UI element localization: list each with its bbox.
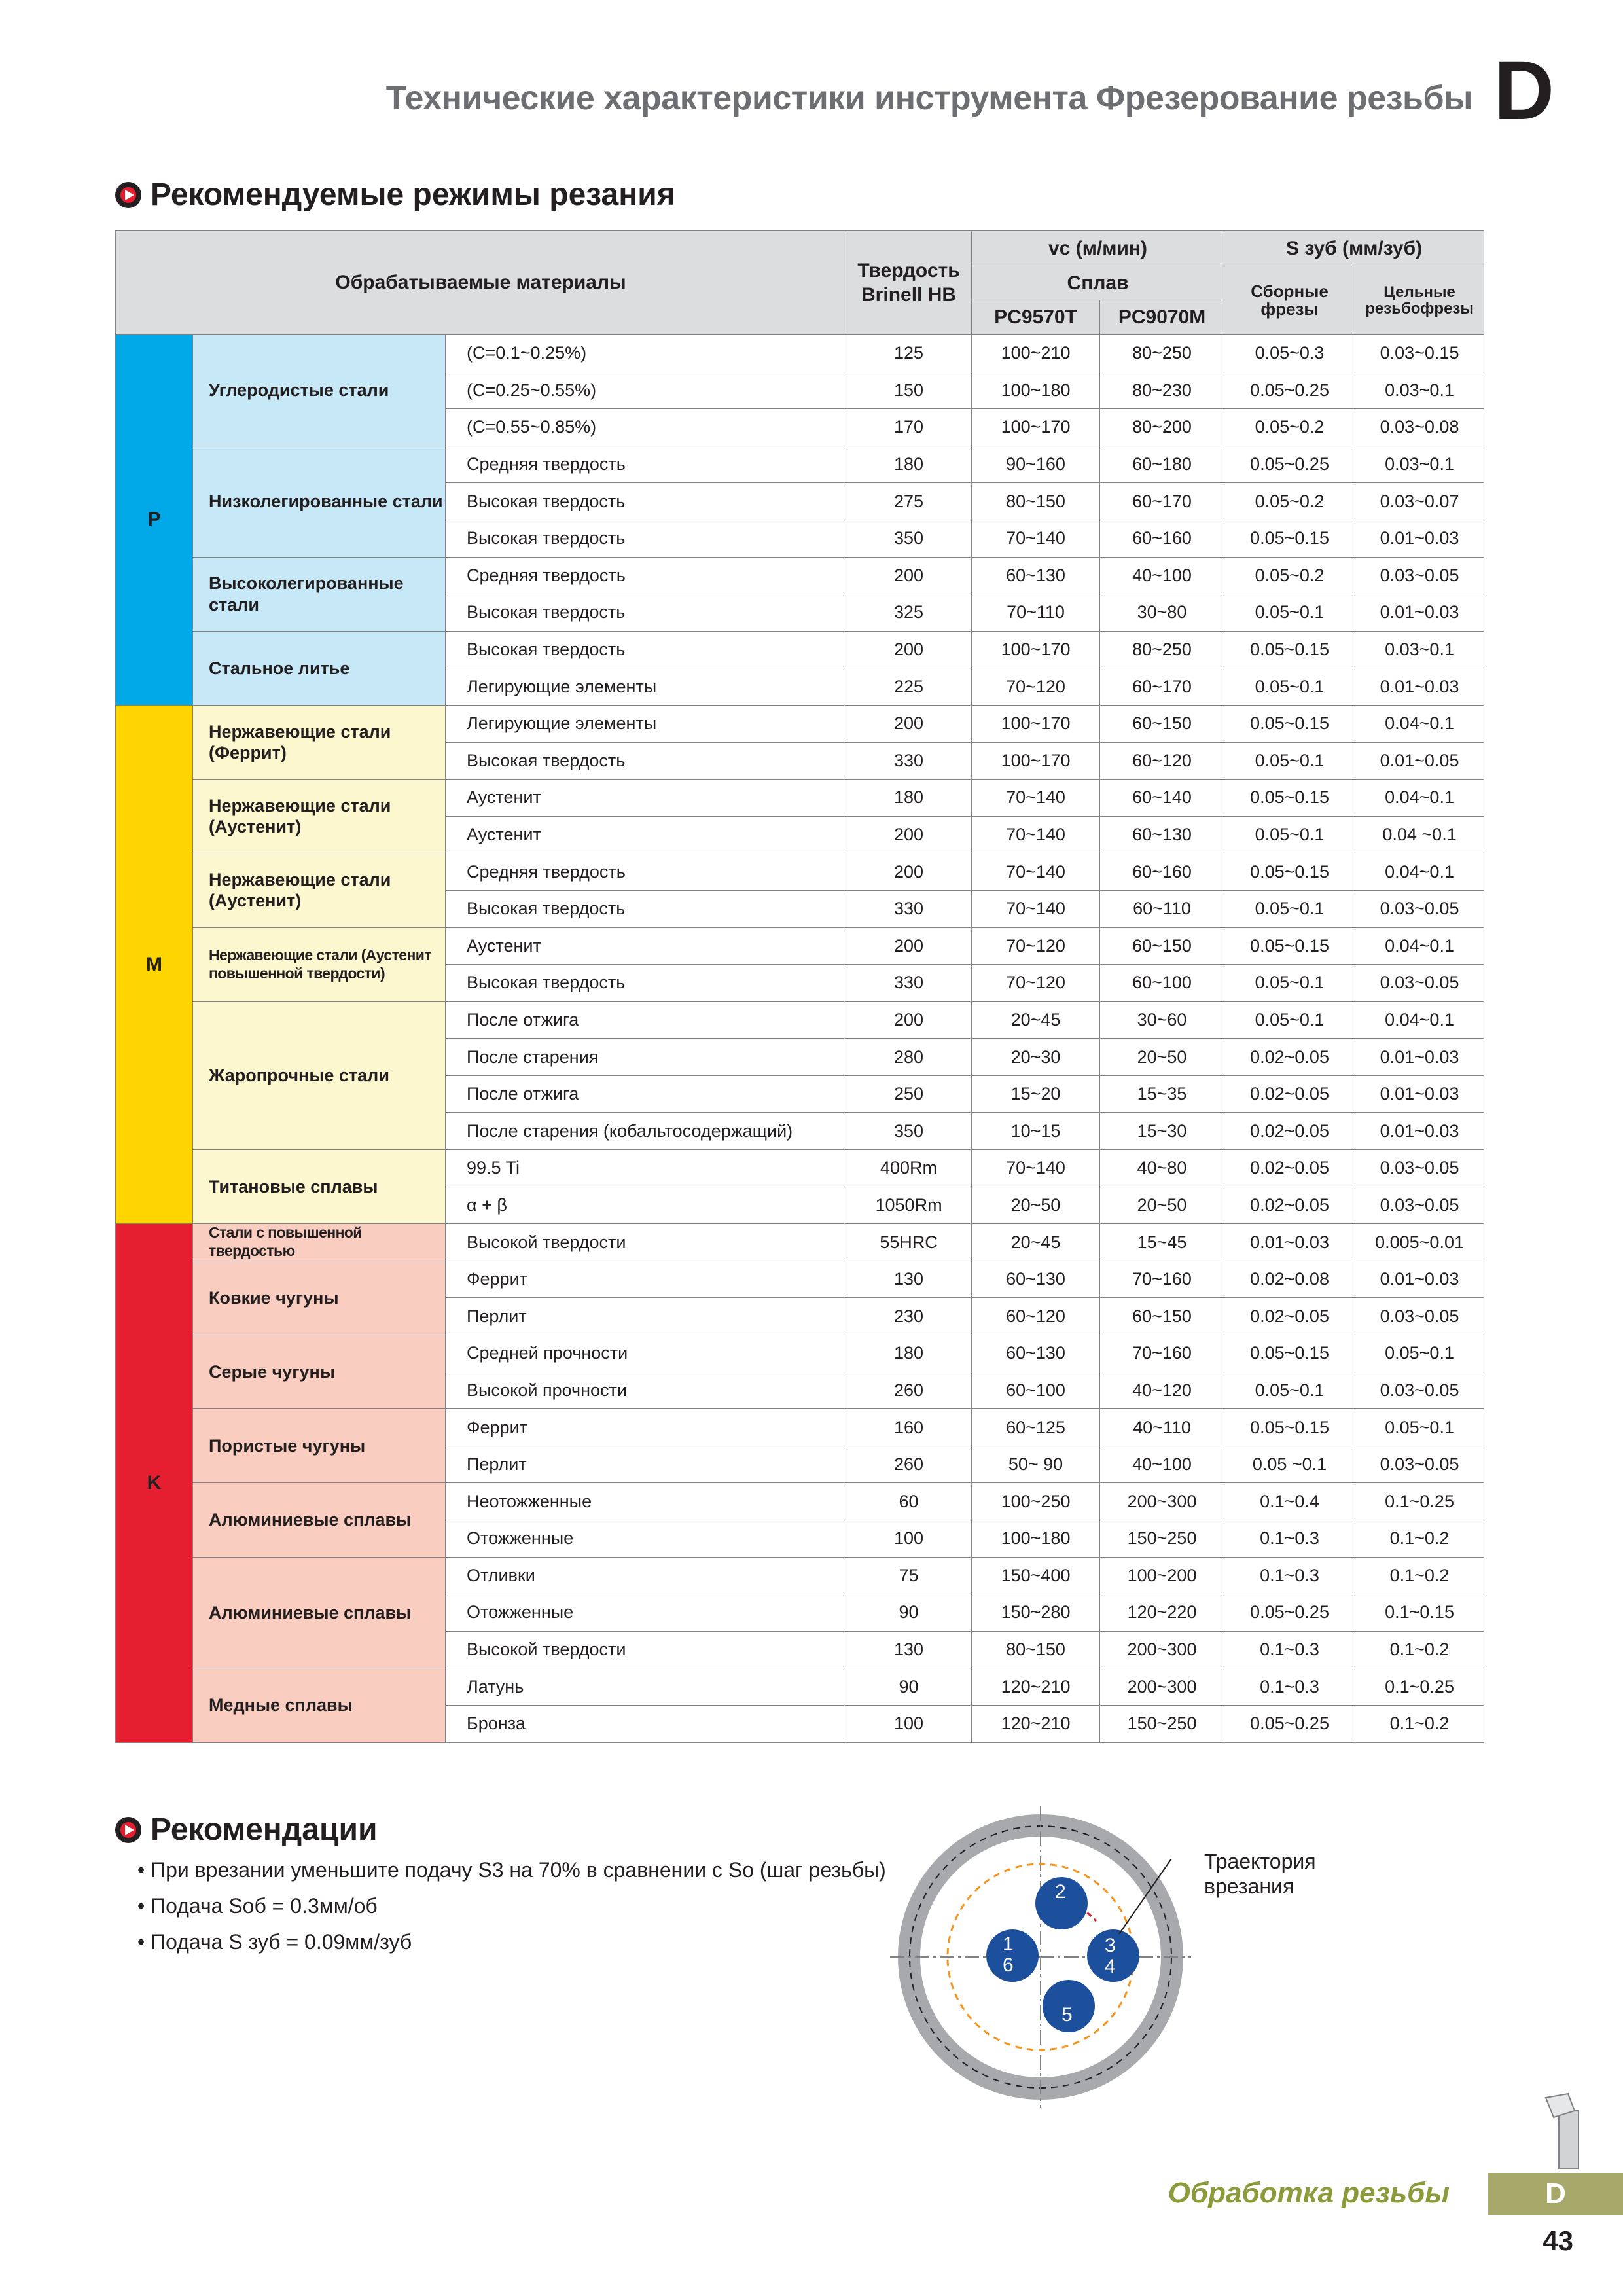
header-pc9070m: PC9070M	[1100, 300, 1224, 335]
position-label-3: 3	[1105, 1935, 1116, 1956]
sz-assembled-cell: 0.05~0.3	[1224, 335, 1355, 372]
vc-pc9070m-cell: 60~110	[1100, 890, 1224, 927]
sz-assembled-cell: 0.02~0.05	[1224, 1150, 1355, 1187]
sz-solid-cell: 0.03~0.1	[1355, 372, 1484, 409]
hardness-cell: 160	[846, 1409, 972, 1446]
vc-pc9070m-cell: 100~200	[1100, 1557, 1224, 1594]
vc-pc9570t-cell: 100~170	[972, 631, 1100, 668]
condition-cell: Отожженные	[446, 1594, 846, 1632]
table-row	[116, 927, 1484, 965]
sz-solid-cell: 0.04~0.1	[1355, 780, 1484, 817]
position-label-2: 2	[1055, 1881, 1066, 1903]
hardness-cell: 200	[846, 557, 972, 594]
vc-pc9070m-cell: 60~180	[1100, 446, 1224, 483]
sz-solid-cell: 0.01~0.03	[1355, 1039, 1484, 1076]
header-alloy: Сплав	[972, 266, 1224, 300]
condition-cell: Высокой прочности	[446, 1372, 846, 1409]
trajectory-label: Траектория врезания	[1204, 1850, 1316, 1898]
hardness-cell: 55HRC	[846, 1224, 972, 1261]
sz-solid-cell: 0.01~0.03	[1355, 1113, 1484, 1150]
sz-solid-cell: 0.03~0.05	[1355, 1187, 1484, 1224]
vc-pc9070m-cell: 40~80	[1100, 1150, 1224, 1187]
vc-pc9070m-cell: 30~60	[1100, 1001, 1224, 1039]
condition-cell: Высокой твердости	[446, 1631, 846, 1668]
sz-solid-cell: 0.03~0.07	[1355, 483, 1484, 520]
vc-pc9070m-cell: 15~35	[1100, 1075, 1224, 1113]
sz-assembled-cell: 0.05~0.25	[1224, 1705, 1355, 1742]
material-name-cell: Углеродистые стали	[193, 335, 446, 446]
vc-pc9570t-cell: 20~30	[972, 1039, 1100, 1076]
vc-pc9070m-cell: 150~250	[1100, 1705, 1224, 1742]
hardness-cell: 200	[846, 1001, 972, 1039]
position-label-1: 1	[1003, 1933, 1014, 1955]
condition-cell: Аустенит	[446, 927, 846, 965]
condition-cell: (C=0.1~0.25%)	[446, 335, 846, 372]
vc-pc9070m-cell: 60~140	[1100, 780, 1224, 817]
condition-cell: Высокая твердость	[446, 483, 846, 520]
material-name-cell: Жаропрочные стали	[193, 1001, 446, 1149]
sz-assembled-cell: 0.1~0.3	[1224, 1631, 1355, 1668]
sz-assembled-cell: 0.05~0.15	[1224, 1409, 1355, 1446]
hardness-cell: 180	[846, 1335, 972, 1372]
hardness-cell: 200	[846, 927, 972, 965]
condition-cell: Отливки	[446, 1557, 846, 1594]
position-label-5: 5	[1061, 2004, 1073, 2026]
sz-assembled-cell: 0.05~0.2	[1224, 409, 1355, 446]
hardness-cell: 400Rm	[846, 1150, 972, 1187]
material-name-cell: Серые чугуны	[193, 1335, 446, 1409]
vc-pc9570t-cell: 10~15	[972, 1113, 1100, 1150]
sz-solid-cell: 0.04 ~0.1	[1355, 816, 1484, 853]
condition-cell: Высокой твердости	[446, 1224, 846, 1261]
sz-assembled-cell: 0.05~0.15	[1224, 520, 1355, 557]
table-row	[116, 1335, 1484, 1372]
hardness-cell: 325	[846, 594, 972, 632]
condition-cell: Высокая твердость	[446, 631, 846, 668]
condition-cell: Перлит	[446, 1298, 846, 1335]
condition-cell: Отожженные	[446, 1520, 846, 1558]
sz-assembled-cell: 0.05~0.15	[1224, 705, 1355, 742]
sz-solid-cell: 0.1~0.2	[1355, 1631, 1484, 1668]
sz-assembled-cell: 0.05~0.15	[1224, 927, 1355, 965]
sz-solid-cell: 0.03~0.05	[1355, 1446, 1484, 1483]
vc-pc9570t-cell: 80~150	[972, 1631, 1100, 1668]
hardness-cell: 230	[846, 1298, 972, 1335]
vc-pc9570t-cell: 150~400	[972, 1557, 1100, 1594]
condition-cell: (C=0.55~0.85%)	[446, 409, 846, 446]
header-vc: vc (м/мин)	[972, 231, 1224, 266]
vc-pc9570t-cell: 70~140	[972, 520, 1100, 557]
sz-assembled-cell: 0.05~0.25	[1224, 1594, 1355, 1632]
hardness-cell: 280	[846, 1039, 972, 1076]
vc-pc9070m-cell: 60~100	[1100, 965, 1224, 1002]
section-heading-cutting-modes	[115, 177, 675, 213]
condition-cell: После отжига	[446, 1001, 846, 1039]
table-row	[116, 1150, 1484, 1187]
material-name-cell: Титановые сплавы	[193, 1150, 446, 1224]
sz-assembled-cell: 0.05~0.1	[1224, 890, 1355, 927]
condition-cell: После старения	[446, 1039, 846, 1076]
sz-assembled-cell: 0.05~0.15	[1224, 780, 1355, 817]
footer-tab: D	[1488, 2173, 1623, 2215]
vc-pc9070m-cell: 40~110	[1100, 1409, 1224, 1446]
hardness-cell: 200	[846, 853, 972, 891]
sz-assembled-cell: 0.05~0.15	[1224, 631, 1355, 668]
table-row	[116, 1668, 1484, 1706]
sz-assembled-cell: 0.1~0.3	[1224, 1668, 1355, 1706]
sz-assembled-cell: 0.05~0.2	[1224, 483, 1355, 520]
vc-pc9070m-cell: 30~80	[1100, 594, 1224, 632]
vc-pc9070m-cell: 70~160	[1100, 1261, 1224, 1298]
recommendation-item: • Подача S зуб = 0.09мм/зуб	[137, 1924, 886, 1960]
vc-pc9570t-cell: 100~180	[972, 372, 1100, 409]
hardness-cell: 75	[846, 1557, 972, 1594]
vc-pc9070m-cell: 150~250	[1100, 1520, 1224, 1558]
header-assembled: Сборные фрезы	[1224, 266, 1355, 335]
vc-pc9070m-cell: 80~200	[1100, 409, 1224, 446]
vc-pc9070m-cell: 15~30	[1100, 1113, 1224, 1150]
sz-assembled-cell: 0.05~0.15	[1224, 853, 1355, 891]
vc-pc9570t-cell: 60~125	[972, 1409, 1100, 1446]
sz-solid-cell: 0.04~0.1	[1355, 1001, 1484, 1039]
vc-pc9570t-cell: 150~280	[972, 1594, 1100, 1632]
sz-solid-cell: 0.03~0.05	[1355, 1150, 1484, 1187]
vc-pc9070m-cell: 80~230	[1100, 372, 1224, 409]
hardness-cell: 330	[846, 890, 972, 927]
hardness-cell: 100	[846, 1520, 972, 1558]
vc-pc9570t-cell: 70~140	[972, 816, 1100, 853]
cutting-modes-table	[115, 230, 1484, 1743]
sz-solid-cell: 0.03~0.15	[1355, 335, 1484, 372]
sz-assembled-cell: 0.02~0.05	[1224, 1075, 1355, 1113]
condition-cell: Перлит	[446, 1446, 846, 1483]
hardness-cell: 130	[846, 1631, 972, 1668]
vc-pc9570t-cell: 70~140	[972, 853, 1100, 891]
condition-cell: α + β	[446, 1187, 846, 1224]
table-row	[116, 1409, 1484, 1446]
vc-pc9570t-cell: 120~210	[972, 1705, 1100, 1742]
table-row	[116, 1001, 1484, 1039]
vc-pc9070m-cell: 40~100	[1100, 557, 1224, 594]
material-group-cell: K	[116, 1224, 193, 1742]
vc-pc9570t-cell: 70~120	[972, 668, 1100, 706]
hardness-cell: 260	[846, 1372, 972, 1409]
vc-pc9570t-cell: 15~20	[972, 1075, 1100, 1113]
condition-cell: Легирующие элементы	[446, 705, 846, 742]
section-heading-recommendations	[115, 1812, 377, 1848]
vc-pc9570t-cell: 20~45	[972, 1001, 1100, 1039]
arrow-bullet-icon	[115, 182, 141, 208]
header-hardness: Твердость Brinell HB	[846, 231, 972, 335]
header-pc9570t: PC9570T	[972, 300, 1100, 335]
vc-pc9070m-cell: 60~130	[1100, 816, 1224, 853]
hardness-cell: 200	[846, 705, 972, 742]
sz-assembled-cell: 0.05~0.1	[1224, 1001, 1355, 1039]
table-row	[116, 335, 1484, 372]
sz-solid-cell: 0.03~0.08	[1355, 409, 1484, 446]
vc-pc9570t-cell: 70~140	[972, 890, 1100, 927]
position-label-6: 6	[1003, 1954, 1014, 1976]
vc-pc9570t-cell: 80~150	[972, 483, 1100, 520]
entry-trajectory-diagram	[890, 1806, 1191, 2108]
vc-pc9570t-cell: 100~170	[972, 705, 1100, 742]
sz-solid-cell: 0.1~0.2	[1355, 1520, 1484, 1558]
section-title: Рекомендуемые режимы резания	[151, 177, 675, 212]
sz-assembled-cell: 0.1~0.3	[1224, 1520, 1355, 1558]
sz-assembled-cell: 0.02~0.05	[1224, 1113, 1355, 1150]
vc-pc9070m-cell: 80~250	[1100, 335, 1224, 372]
vc-pc9570t-cell: 60~130	[972, 1335, 1100, 1372]
vc-pc9070m-cell: 20~50	[1100, 1187, 1224, 1224]
hardness-cell: 130	[846, 1261, 972, 1298]
vc-pc9070m-cell: 60~170	[1100, 483, 1224, 520]
vc-pc9070m-cell: 60~160	[1100, 520, 1224, 557]
hardness-cell: 225	[846, 668, 972, 706]
condition-cell: Неотожженные	[446, 1483, 846, 1520]
sz-solid-cell: 0.05~0.1	[1355, 1335, 1484, 1372]
recommendations-list	[137, 1852, 886, 1960]
vc-pc9070m-cell: 120~220	[1100, 1594, 1224, 1632]
vc-pc9570t-cell: 70~140	[972, 1150, 1100, 1187]
hardness-cell: 180	[846, 446, 972, 483]
sz-solid-cell: 0.03~0.05	[1355, 890, 1484, 927]
vc-pc9070m-cell: 70~160	[1100, 1335, 1224, 1372]
sz-solid-cell: 0.03~0.05	[1355, 1372, 1484, 1409]
vc-pc9570t-cell: 70~140	[972, 780, 1100, 817]
thread-mill-icon	[1531, 2091, 1597, 2170]
vc-pc9070m-cell: 60~160	[1100, 853, 1224, 891]
material-name-cell: Медные сплавы	[193, 1668, 446, 1742]
sz-assembled-cell: 0.1~0.3	[1224, 1557, 1355, 1594]
sz-solid-cell: 0.01~0.05	[1355, 742, 1484, 780]
vc-pc9570t-cell: 20~50	[972, 1187, 1100, 1224]
material-name-cell: Нержавеющие стали (Аустенит)	[193, 853, 446, 927]
vc-pc9070m-cell: 200~300	[1100, 1668, 1224, 1706]
material-name-cell: Пористые чугуны	[193, 1409, 446, 1483]
vc-pc9570t-cell: 100~170	[972, 409, 1100, 446]
sz-assembled-cell: 0.05~0.25	[1224, 372, 1355, 409]
vc-pc9070m-cell: 60~150	[1100, 705, 1224, 742]
table-row	[116, 1483, 1484, 1520]
header-materials: Обрабатываемые материалы	[116, 231, 846, 335]
sz-assembled-cell: 0.02~0.08	[1224, 1261, 1355, 1298]
hardness-cell: 260	[846, 1446, 972, 1483]
hardness-cell: 100	[846, 1705, 972, 1742]
footer-section-label: Обработка резьбы	[1168, 2177, 1450, 2209]
sz-solid-cell: 0.01~0.03	[1355, 594, 1484, 632]
sz-assembled-cell: 0.05~0.1	[1224, 965, 1355, 1002]
condition-cell: Высокая твердость	[446, 742, 846, 780]
vc-pc9070m-cell: 60~170	[1100, 668, 1224, 706]
condition-cell: Легирующие элементы	[446, 668, 846, 706]
sz-assembled-cell: 0.05~0.15	[1224, 1335, 1355, 1372]
table-row	[116, 1224, 1484, 1261]
hardness-cell: 250	[846, 1075, 972, 1113]
vc-pc9070m-cell: 15~45	[1100, 1224, 1224, 1261]
vc-pc9070m-cell: 80~250	[1100, 631, 1224, 668]
condition-cell: Высокая твердость	[446, 594, 846, 632]
condition-cell: Средняя твердость	[446, 446, 846, 483]
sz-assembled-cell: 0.05~0.1	[1224, 816, 1355, 853]
table-row	[116, 1261, 1484, 1298]
sz-solid-cell: 0.03~0.1	[1355, 631, 1484, 668]
table-row	[116, 446, 1484, 483]
hardness-cell: 330	[846, 965, 972, 1002]
vc-pc9070m-cell: 40~100	[1100, 1446, 1224, 1483]
section-title: Рекомендации	[151, 1812, 378, 1847]
section-letter: D	[1493, 44, 1554, 137]
condition-cell: Феррит	[446, 1261, 846, 1298]
vc-pc9570t-cell: 100~180	[972, 1520, 1100, 1558]
condition-cell: Высокая твердость	[446, 890, 846, 927]
vc-pc9570t-cell: 90~160	[972, 446, 1100, 483]
vc-pc9570t-cell: 20~45	[972, 1224, 1100, 1261]
condition-cell: Бронза	[446, 1705, 846, 1742]
vc-pc9570t-cell: 70~120	[972, 927, 1100, 965]
sz-solid-cell: 0.1~0.2	[1355, 1705, 1484, 1742]
condition-cell: Аустенит	[446, 816, 846, 853]
material-group-cell: P	[116, 335, 193, 706]
sz-assembled-cell: 0.05~0.25	[1224, 446, 1355, 483]
hardness-cell: 275	[846, 483, 972, 520]
sz-assembled-cell: 0.05~0.1	[1224, 668, 1355, 706]
vc-pc9570t-cell: 70~120	[972, 965, 1100, 1002]
header-sz: S зуб (мм/зуб)	[1224, 231, 1484, 266]
vc-pc9570t-cell: 100~210	[972, 335, 1100, 372]
condition-cell: Средняя твердость	[446, 557, 846, 594]
hardness-cell: 350	[846, 520, 972, 557]
sz-assembled-cell: 0.05~0.1	[1224, 594, 1355, 632]
sz-assembled-cell: 0.02~0.05	[1224, 1298, 1355, 1335]
sz-solid-cell: 0.1~0.25	[1355, 1483, 1484, 1520]
vc-pc9570t-cell: 60~130	[972, 557, 1100, 594]
sz-solid-cell: 0.03~0.1	[1355, 446, 1484, 483]
condition-cell: Феррит	[446, 1409, 846, 1446]
hardness-cell: 200	[846, 816, 972, 853]
vc-pc9070m-cell: 60~150	[1100, 927, 1224, 965]
vc-pc9570t-cell: 100~250	[972, 1483, 1100, 1520]
vc-pc9570t-cell: 60~100	[972, 1372, 1100, 1409]
material-name-cell: Алюминиевые сплавы	[193, 1483, 446, 1557]
arrow-bullet-icon	[115, 1817, 141, 1843]
vc-pc9570t-cell: 100~170	[972, 742, 1100, 780]
sz-solid-cell: 0.01~0.03	[1355, 1075, 1484, 1113]
vc-pc9570t-cell: 120~210	[972, 1668, 1100, 1706]
sz-assembled-cell: 0.05~0.2	[1224, 557, 1355, 594]
vc-pc9070m-cell: 200~300	[1100, 1483, 1224, 1520]
vc-pc9070m-cell: 200~300	[1100, 1631, 1224, 1668]
header-solid: Цельные резьбофрезы	[1355, 266, 1484, 335]
hardness-cell: 125	[846, 335, 972, 372]
sz-solid-cell: 0.1~0.25	[1355, 1668, 1484, 1706]
sz-solid-cell: 0.01~0.03	[1355, 668, 1484, 706]
hardness-cell: 200	[846, 631, 972, 668]
material-group-cell: M	[116, 705, 193, 1223]
sz-solid-cell: 0.05~0.1	[1355, 1409, 1484, 1446]
sz-solid-cell: 0.03~0.05	[1355, 557, 1484, 594]
material-name-cell: Нержавеющие стали (Феррит)	[193, 705, 446, 779]
sz-solid-cell: 0.04~0.1	[1355, 853, 1484, 891]
sz-solid-cell: 0.04~0.1	[1355, 927, 1484, 965]
vc-pc9070m-cell: 40~120	[1100, 1372, 1224, 1409]
vc-pc9570t-cell: 70~110	[972, 594, 1100, 632]
sz-solid-cell: 0.005~0.01	[1355, 1224, 1484, 1261]
material-name-cell: Нержавеющие стали (Аустенит повышенной твердости)	[193, 927, 446, 1001]
hardness-cell: 1050Rm	[846, 1187, 972, 1224]
sz-assembled-cell: 0.05~0.1	[1224, 1372, 1355, 1409]
table-row	[116, 1557, 1484, 1594]
condition-cell: После отжига	[446, 1075, 846, 1113]
vc-pc9570t-cell: 60~130	[972, 1261, 1100, 1298]
sz-solid-cell: 0.1~0.2	[1355, 1557, 1484, 1594]
sz-assembled-cell: 0.02~0.05	[1224, 1187, 1355, 1224]
sz-solid-cell: 0.01~0.03	[1355, 520, 1484, 557]
recommendation-item: • Подача Sоб = 0.3мм/об	[137, 1888, 886, 1924]
sz-solid-cell: 0.1~0.15	[1355, 1594, 1484, 1632]
vc-pc9570t-cell: 60~120	[972, 1298, 1100, 1335]
condition-cell: Высокая твердость	[446, 965, 846, 1002]
condition-cell: (C=0.25~0.55%)	[446, 372, 846, 409]
vc-pc9070m-cell: 20~50	[1100, 1039, 1224, 1076]
hardness-cell: 330	[846, 742, 972, 780]
table-row	[116, 631, 1484, 668]
vc-pc9070m-cell: 60~150	[1100, 1298, 1224, 1335]
condition-cell: Высокая твердость	[446, 520, 846, 557]
table-row	[116, 780, 1484, 817]
hardness-cell: 150	[846, 372, 972, 409]
sz-solid-cell: 0.03~0.05	[1355, 965, 1484, 1002]
condition-cell: Аустенит	[446, 780, 846, 817]
sz-assembled-cell: 0.01~0.03	[1224, 1224, 1355, 1261]
sz-assembled-cell: 0.05 ~0.1	[1224, 1446, 1355, 1483]
table-row	[116, 705, 1484, 742]
table-row	[116, 853, 1484, 891]
table-row	[116, 557, 1484, 594]
material-name-cell: Стальное литье	[193, 631, 446, 705]
condition-cell: После старения (кобальтосодержащий)	[446, 1113, 846, 1150]
condition-cell: Латунь	[446, 1668, 846, 1706]
vc-pc9570t-cell: 50~ 90	[972, 1446, 1100, 1483]
vc-pc9070m-cell: 60~120	[1100, 742, 1224, 780]
sz-solid-cell: 0.04~0.1	[1355, 705, 1484, 742]
hardness-cell: 180	[846, 780, 972, 817]
condition-cell: 99.5 Ti	[446, 1150, 846, 1187]
material-name-cell: Алюминиевые сплавы	[193, 1557, 446, 1668]
sz-assembled-cell: 0.05~0.1	[1224, 742, 1355, 780]
hardness-cell: 170	[846, 409, 972, 446]
page-title: Технические характеристики инструмента Фрезерование резьбы	[385, 79, 1472, 117]
material-name-cell: Ковкие чугуны	[193, 1261, 446, 1335]
condition-cell: Средней прочности	[446, 1335, 846, 1372]
page-number: 43	[1543, 2225, 1573, 2256]
sz-assembled-cell: 0.02~0.05	[1224, 1039, 1355, 1076]
position-label-4: 4	[1105, 1956, 1116, 1977]
sz-solid-cell: 0.01~0.03	[1355, 1261, 1484, 1298]
material-name-cell: Низколегированные стали	[193, 446, 446, 557]
hardness-cell: 90	[846, 1594, 972, 1632]
hardness-cell: 90	[846, 1668, 972, 1706]
condition-cell: Средняя твердость	[446, 853, 846, 891]
sz-assembled-cell: 0.1~0.4	[1224, 1483, 1355, 1520]
hardness-cell: 60	[846, 1483, 972, 1520]
hardness-cell: 350	[846, 1113, 972, 1150]
sz-solid-cell: 0.03~0.05	[1355, 1298, 1484, 1335]
recommendation-item: • При врезании уменьшите подачу S3 на 70% в сравнении с So (шаг резьбы)	[137, 1852, 886, 1888]
material-name-cell: Стали с повышенной твердостью	[193, 1224, 446, 1261]
material-name-cell: Высоколегированные стали	[193, 557, 446, 631]
material-name-cell: Нержавеющие стали (Аустенит)	[193, 780, 446, 853]
